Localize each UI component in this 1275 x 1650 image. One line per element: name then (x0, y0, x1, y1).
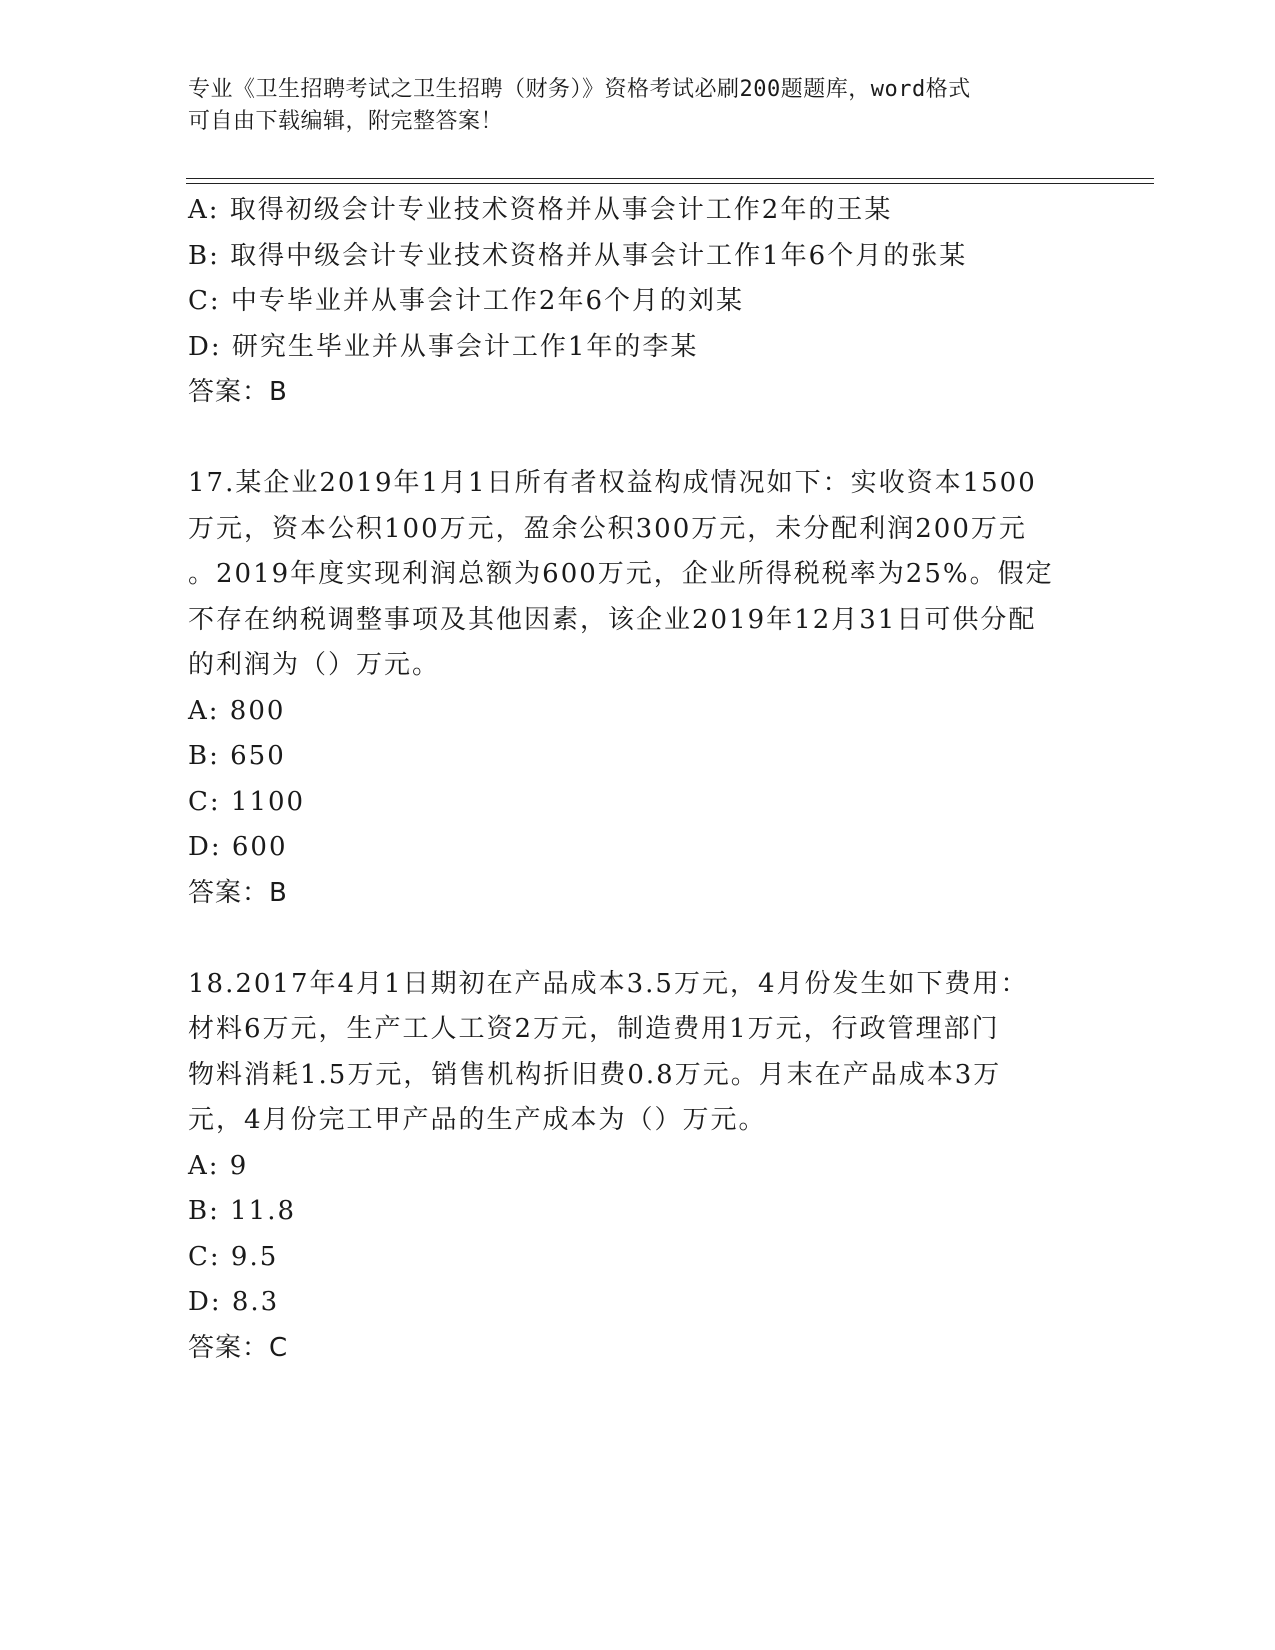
header-title-line-1: 专业《卫生招聘考试之卫生招聘（财务）》资格考试必刷200题题库，word格式 (188, 77, 971, 102)
spacer (188, 416, 1088, 462)
question-stem-line: 材料6万元，生产工人工资2万元，制造费用1万元，行政管理部门 (188, 1014, 1000, 1044)
document-header (188, 74, 1068, 138)
option-c: C: 9.5 (188, 1241, 279, 1272)
question-stem-line: 万元，资本公积100万元，盈余公积300万元，未分配利润200万元 (188, 513, 1027, 544)
question-16 (188, 188, 1088, 416)
question-stem-line: 。2019年度实现利润总额为600万元，企业所得税税率为25%。假定 (188, 559, 1054, 589)
option-a: A: 取得初级会计专业技术资格并从事会计工作2年的王某 (188, 195, 893, 225)
answer: 答案：C (188, 1332, 289, 1363)
header-title-line-2: 可自由下载编辑，附完整答案！ (188, 109, 504, 134)
answer: 答案：B (188, 377, 288, 407)
option-d: D: 研究生毕业并从事会计工作1年的李某 (188, 331, 699, 362)
question-stem-line: 元，4月份完工甲产品的生产成本为（）万元。 (188, 1105, 767, 1135)
answer: 答案：B (188, 877, 288, 908)
question-stem-line: 的利润为（）万元。 (188, 650, 441, 680)
spacer (188, 916, 1088, 962)
option-d: D: 600 (188, 832, 288, 862)
option-c: C: 1100 (188, 786, 306, 817)
question-stem-line: 17.某企业2019年1月1日所有者权益构成情况如下：实收资本1500 (188, 468, 1037, 498)
question-stem-line: 18.2017年4月1日期初在产品成本3.5万元，4月份发生如下费用： (188, 968, 1029, 999)
option-a: A: 800 (188, 695, 286, 726)
question-18 (188, 962, 1088, 1372)
question-stem-line: 不存在纳税调整事项及其他因素，该企业2019年12月31日可供分配 (188, 604, 1037, 635)
option-a: A: 9 (188, 1150, 249, 1181)
question-stem-line: 物料消耗1.5万元，销售机构折旧费0.8万元。月末在产品成本3万 (188, 1059, 1002, 1090)
option-b: B: 650 (188, 741, 286, 771)
option-b: B: 11.8 (188, 1196, 297, 1226)
option-d: D: 8.3 (188, 1287, 280, 1317)
header-divider-bottom (186, 183, 1154, 184)
option-b: B: 取得中级会计专业技术资格并从事会计工作1年6个月的张某 (188, 240, 968, 271)
question-17 (188, 461, 1088, 916)
option-c: C: 中专毕业并从事会计工作2年6个月的刘某 (188, 286, 745, 316)
header-divider-top (186, 178, 1154, 179)
question-body (188, 188, 1088, 1371)
